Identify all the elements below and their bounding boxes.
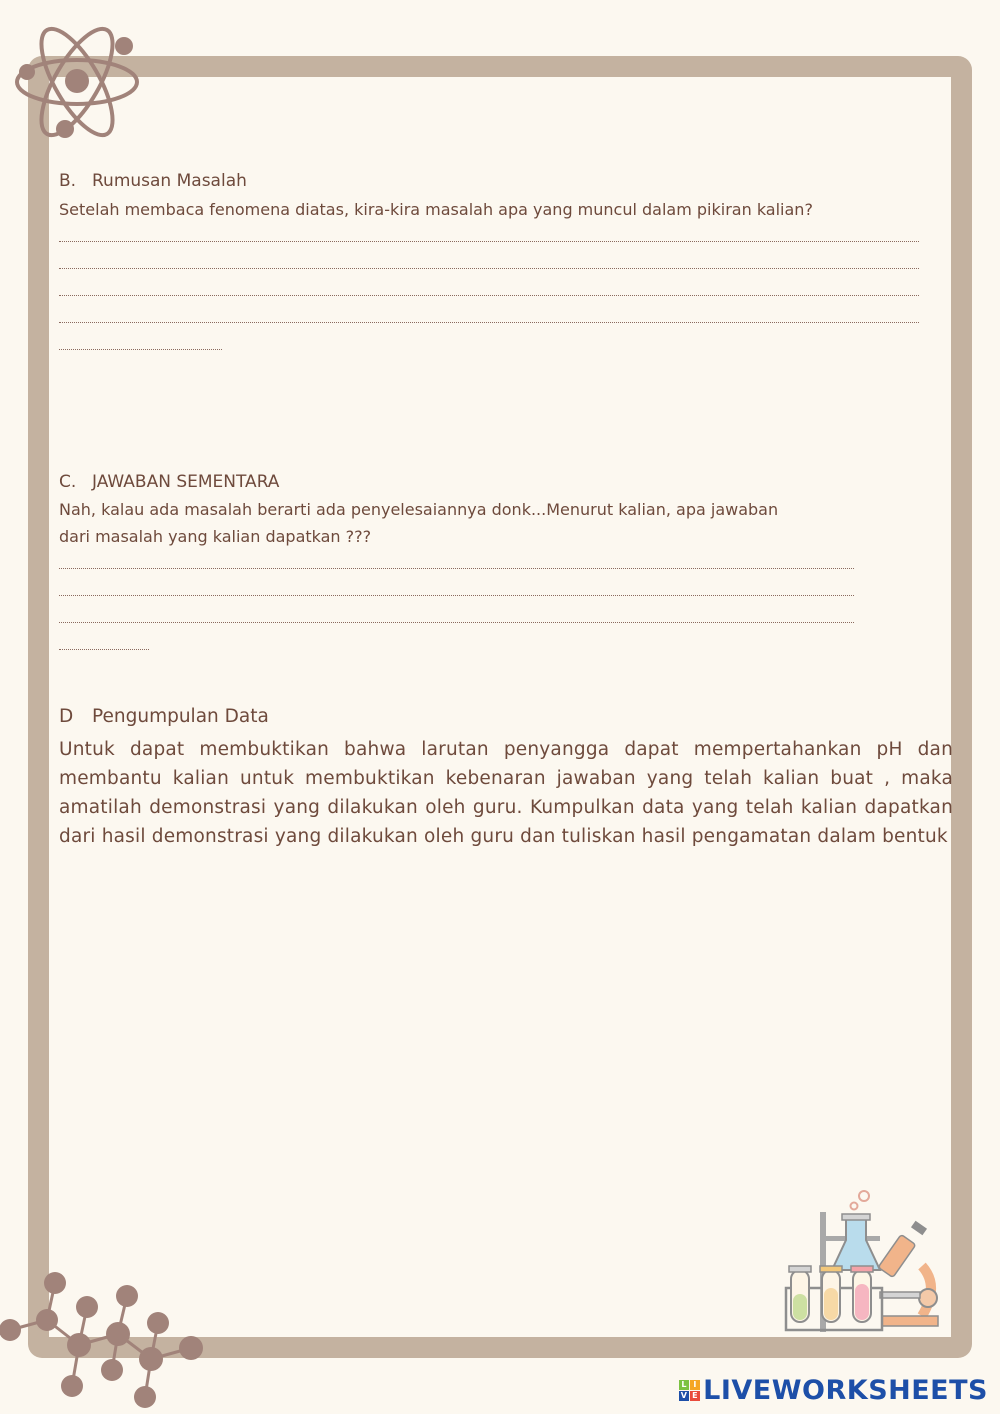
liveworksheets-watermark — [679, 1375, 988, 1406]
answer-line[interactable] — [59, 550, 854, 577]
section-heading — [59, 705, 953, 729]
section-title: JAWABAN SEMENTARA — [92, 472, 280, 492]
section-heading — [59, 471, 854, 493]
section-title: Pengumpulan Data — [92, 706, 269, 727]
answer-line[interactable] — [59, 577, 854, 604]
answer-line[interactable] — [59, 304, 919, 331]
section-pengumpulan-data — [59, 705, 953, 851]
answer-line[interactable] — [59, 604, 854, 631]
liveworksheets-logo-icon: L I V E — [679, 1380, 700, 1401]
section-jawaban-sementara — [59, 471, 854, 658]
section-number: D — [59, 706, 74, 727]
section-number: B. — [59, 171, 77, 191]
answer-line[interactable] — [59, 631, 149, 658]
answer-line[interactable] — [59, 250, 919, 277]
section-heading — [59, 170, 919, 192]
section-prompt: Setelah membaca fenomena diatas, kira-kira masalah apa yang muncul dalam pikiran kalian? — [59, 200, 813, 219]
answer-line[interactable] — [59, 223, 919, 250]
section-number: C. — [59, 472, 77, 492]
section-body: Untuk dapat membuktikan bahwa larutan penyangga dapat mempertahankan pH dan membantu kalian untuk membuktikan kebenaran jawaban yang telah kalian buat , maka amatilah demonstrasi yang dilakukan oleh guru. Kumpulkan data yang telah kalian dapatkan dari hasil demonstrasi yang dilakukan oleh guru dan tuliskan hasil pengamatan dalam bentuk — [59, 739, 953, 847]
answer-line[interactable] — [59, 331, 222, 358]
lab-equipment-icon — [782, 1188, 944, 1336]
section-title: Rumusan Masalah — [92, 171, 247, 191]
section-rumusan-masalah — [59, 170, 919, 358]
molecule-icon — [0, 1264, 215, 1414]
answer-line[interactable] — [59, 277, 919, 304]
section-prompt-line: Nah, kalau ada masalah berarti ada penyelesaiannya donk...Menurut kalian, apa jawaban — [59, 500, 779, 519]
section-prompt-line: dari masalah yang kalian dapatkan ??? — [59, 527, 372, 546]
atom-icon — [14, 20, 144, 142]
liveworksheets-text: LIVEWORKSHEETS — [703, 1375, 988, 1406]
